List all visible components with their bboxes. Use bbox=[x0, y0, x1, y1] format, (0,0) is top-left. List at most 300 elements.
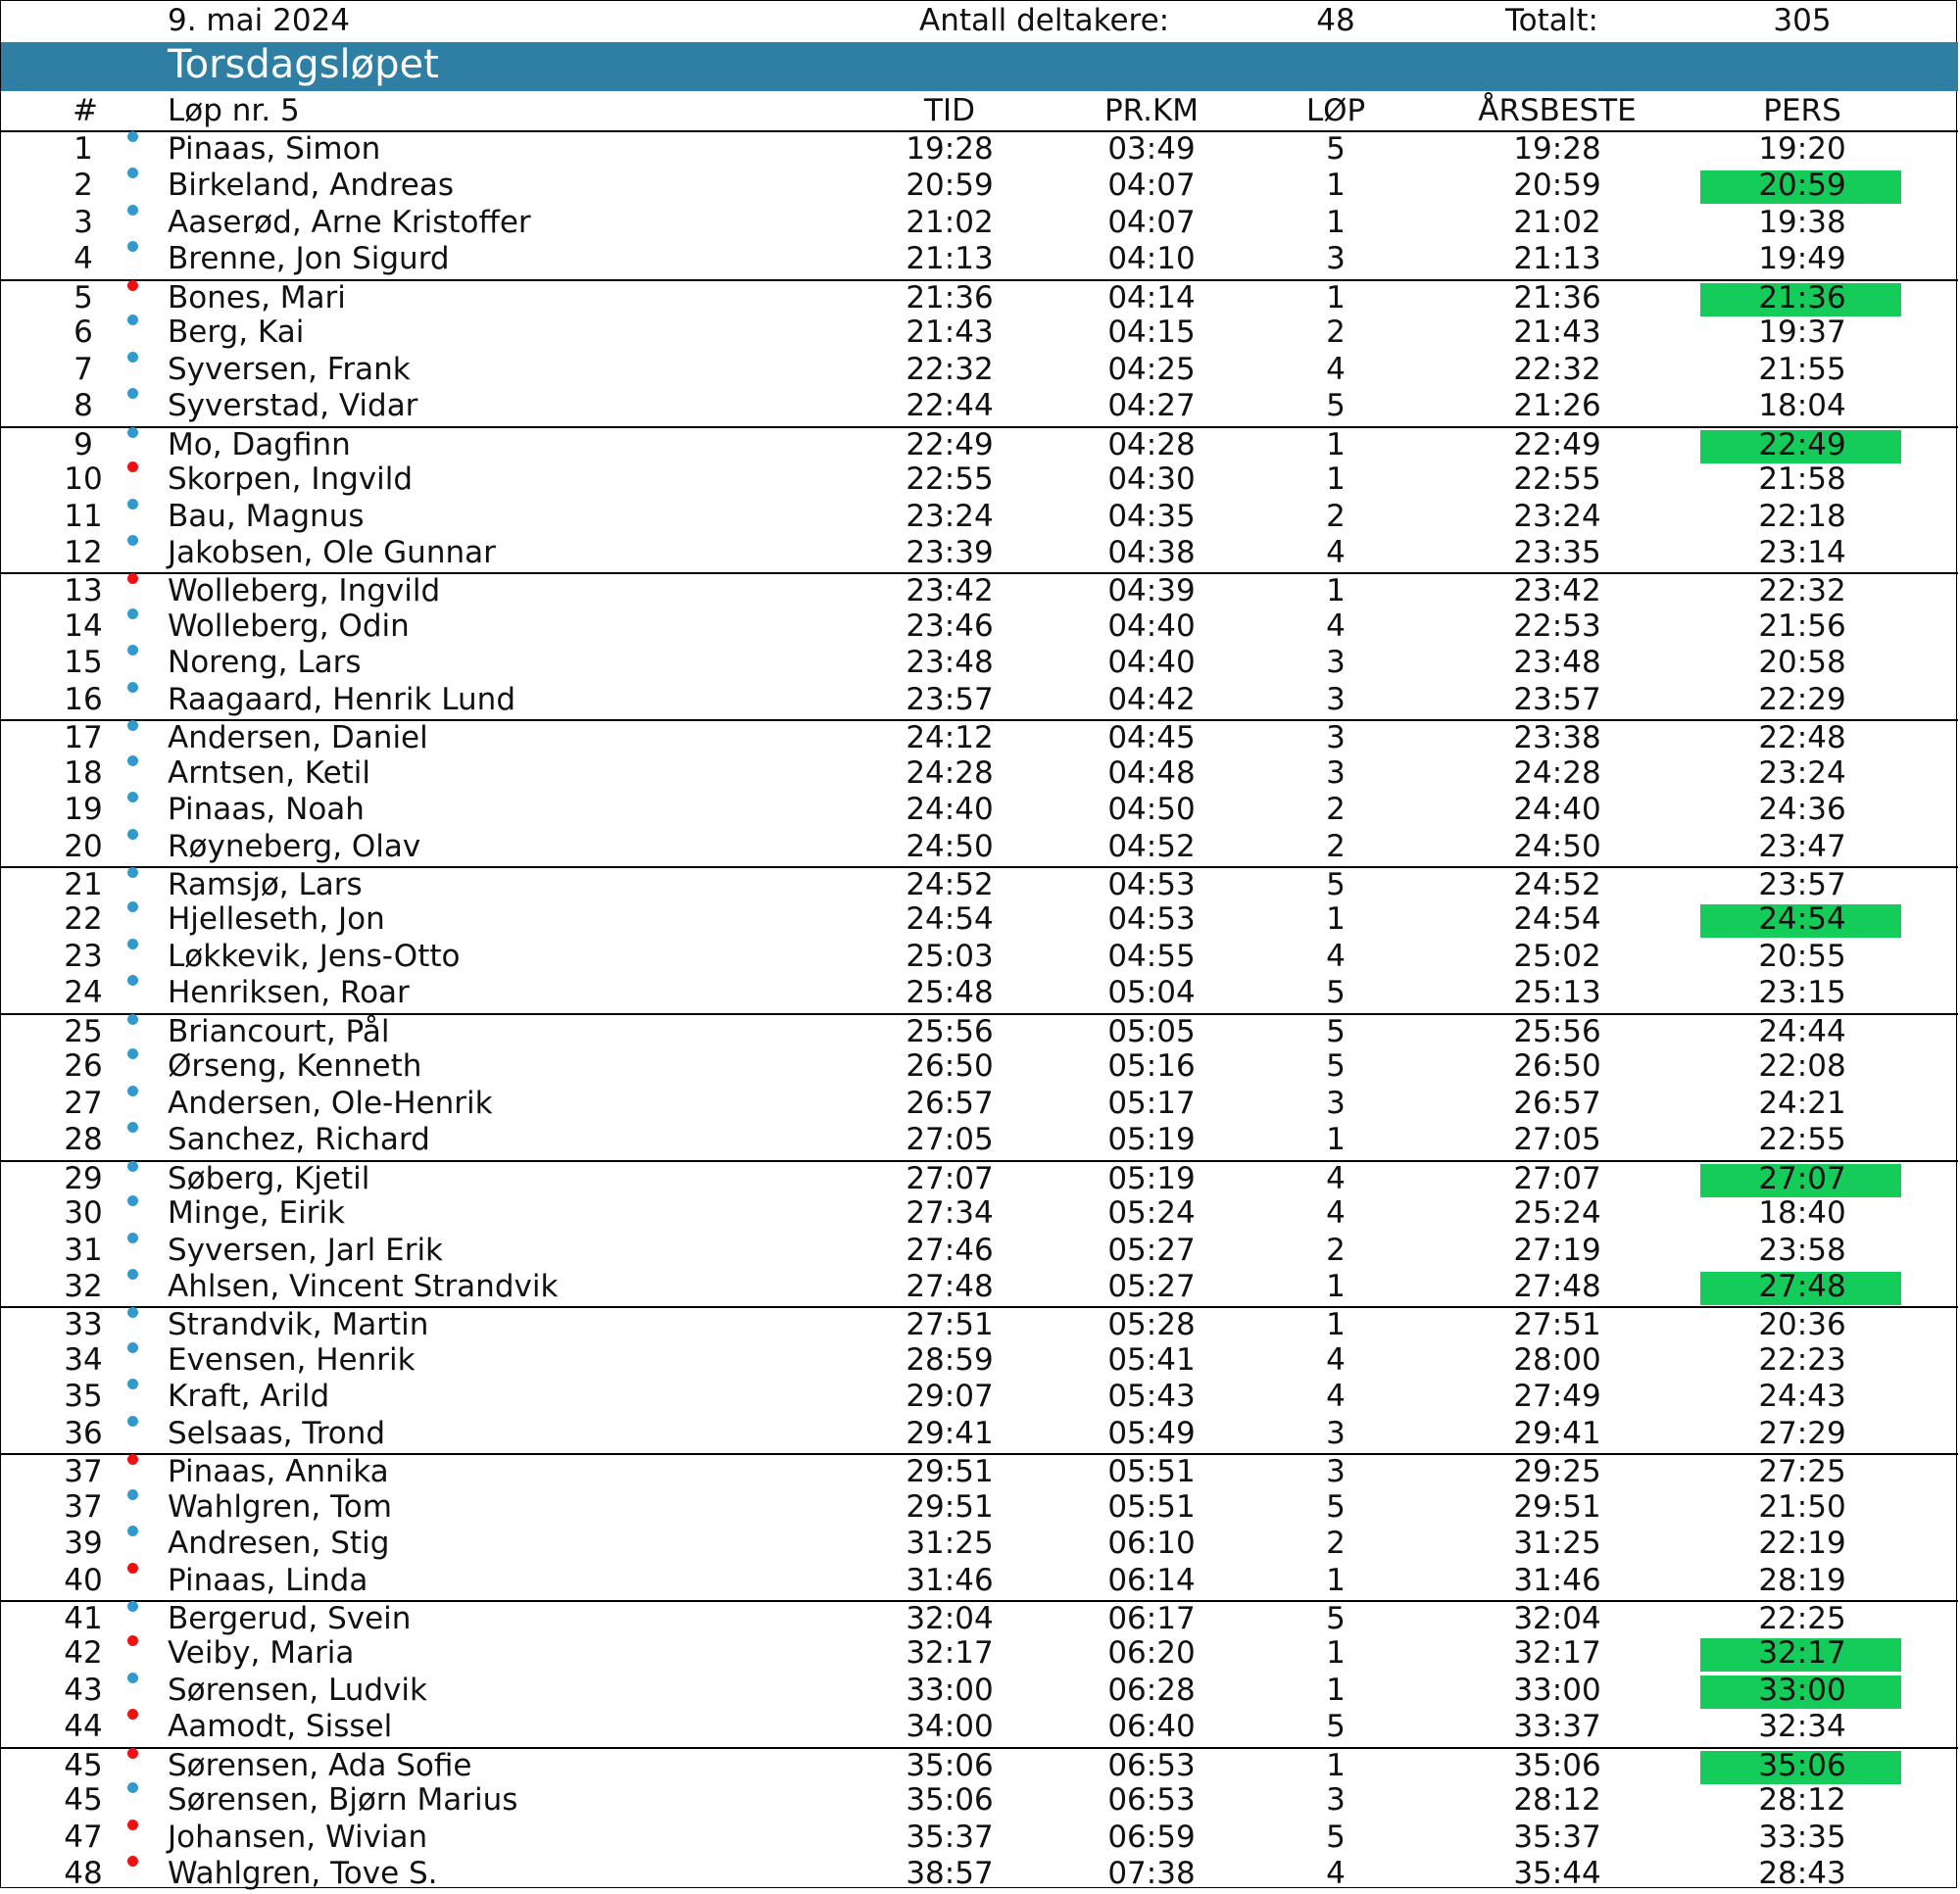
male-dot-icon bbox=[127, 205, 138, 216]
time-cell: 22:49 bbox=[906, 426, 994, 462]
total-count: 305 bbox=[1773, 3, 1832, 38]
per-km-cell: 04:38 bbox=[1107, 534, 1196, 570]
female-dot-icon bbox=[127, 1635, 138, 1646]
rank-cell: 19 bbox=[64, 792, 103, 828]
rank-cell: 42 bbox=[64, 1635, 103, 1672]
personal-best-cell: 21:55 bbox=[1758, 351, 1846, 387]
female-dot-icon bbox=[127, 1820, 138, 1830]
male-dot-icon bbox=[127, 352, 138, 363]
male-dot-icon bbox=[127, 682, 138, 693]
name-cell: Mo, Dagfinn bbox=[168, 426, 351, 462]
personal-best-cell: 22:08 bbox=[1758, 1048, 1846, 1085]
per-km-cell: 05:24 bbox=[1107, 1195, 1196, 1232]
race-date: 9. mai 2024 bbox=[168, 3, 350, 38]
season-best-cell: 21:26 bbox=[1513, 388, 1601, 424]
rank-cell: 44 bbox=[64, 1709, 103, 1745]
table-row bbox=[1, 940, 1958, 977]
name-cell: Aamodt, Sissel bbox=[168, 1709, 393, 1745]
personal-best-cell: 27:29 bbox=[1758, 1415, 1846, 1451]
personal-best-cell: 22:18 bbox=[1758, 498, 1846, 534]
male-dot-icon bbox=[127, 939, 138, 949]
female-dot-icon bbox=[127, 1454, 138, 1465]
season-best-cell: 23:42 bbox=[1513, 573, 1601, 609]
male-dot-icon bbox=[127, 1122, 138, 1133]
per-km-cell: 05:27 bbox=[1107, 1232, 1196, 1268]
time-cell: 26:57 bbox=[906, 1085, 994, 1121]
male-dot-icon bbox=[127, 241, 138, 252]
time-cell: 24:28 bbox=[906, 754, 994, 791]
per-km-cell: 04:39 bbox=[1107, 573, 1196, 609]
season-best-cell: 32:04 bbox=[1513, 1601, 1601, 1636]
personal-best-cell: 20:59 bbox=[1758, 168, 1846, 204]
personal-best-cell: 18:40 bbox=[1758, 1195, 1846, 1232]
rank-cell: 47 bbox=[64, 1819, 103, 1855]
per-km-cell: 05:19 bbox=[1107, 1122, 1196, 1158]
races-cell: 3 bbox=[1326, 1782, 1346, 1819]
races-cell: 5 bbox=[1326, 1819, 1346, 1855]
table-row bbox=[1, 1857, 1958, 1894]
table-row bbox=[1, 500, 1958, 537]
time-cell: 29:51 bbox=[906, 1454, 994, 1490]
time-cell: 21:36 bbox=[906, 279, 994, 316]
personal-best-cell: 19:37 bbox=[1758, 315, 1846, 351]
col-races: LØP bbox=[1305, 93, 1366, 128]
male-dot-icon bbox=[127, 388, 138, 399]
rank-cell: 12 bbox=[64, 534, 103, 570]
male-dot-icon bbox=[127, 901, 138, 912]
personal-best-cell: 22:55 bbox=[1758, 1122, 1846, 1158]
male-dot-icon bbox=[127, 1782, 138, 1793]
rank-cell: 27 bbox=[64, 1085, 103, 1121]
name-cell: Wolleberg, Ingvild bbox=[168, 573, 441, 609]
personal-best-cell: 27:25 bbox=[1758, 1454, 1846, 1490]
table-row bbox=[1, 1527, 1958, 1564]
season-best-cell: 24:50 bbox=[1513, 828, 1601, 864]
col-per-km: PR.KM bbox=[1103, 93, 1200, 128]
name-cell: Søberg, Kjetil bbox=[168, 1160, 370, 1196]
season-best-cell: 21:43 bbox=[1513, 315, 1601, 351]
female-dot-icon bbox=[127, 1709, 138, 1720]
time-cell: 22:55 bbox=[906, 461, 994, 498]
races-cell: 4 bbox=[1326, 607, 1346, 644]
title-banner bbox=[1, 42, 1958, 91]
name-cell: Sanchez, Richard bbox=[168, 1122, 430, 1158]
name-cell: Briancourt, Pål bbox=[168, 1013, 390, 1049]
races-cell: 4 bbox=[1326, 1160, 1346, 1196]
personal-best-cell: 19:49 bbox=[1758, 241, 1846, 277]
per-km-cell: 05:16 bbox=[1107, 1048, 1196, 1085]
rank-cell: 1 bbox=[74, 131, 93, 167]
races-cell: 3 bbox=[1326, 1415, 1346, 1451]
male-dot-icon bbox=[127, 829, 138, 840]
rank-cell: 21 bbox=[64, 867, 103, 902]
per-km-cell: 06:53 bbox=[1107, 1782, 1196, 1819]
table-row bbox=[1, 1636, 1958, 1674]
male-dot-icon bbox=[127, 1269, 138, 1280]
time-cell: 19:28 bbox=[906, 131, 994, 167]
season-best-cell: 23:24 bbox=[1513, 498, 1601, 534]
table-row bbox=[1, 1013, 1958, 1050]
male-dot-icon bbox=[127, 1014, 138, 1025]
time-cell: 32:04 bbox=[906, 1601, 994, 1636]
rank-cell: 23 bbox=[64, 938, 103, 974]
name-cell: Arntsen, Ketil bbox=[168, 754, 371, 791]
table-row bbox=[1, 1710, 1958, 1747]
races-cell: 2 bbox=[1326, 828, 1346, 864]
name-cell: Hjelleseth, Jon bbox=[168, 901, 385, 938]
per-km-cell: 06:40 bbox=[1107, 1709, 1196, 1745]
races-cell: 5 bbox=[1326, 1488, 1346, 1525]
name-cell: Løkkevik, Jens-Otto bbox=[168, 938, 461, 974]
season-best-cell: 35:37 bbox=[1513, 1819, 1601, 1855]
name-cell: Syverstad, Vidar bbox=[168, 388, 418, 424]
table-row bbox=[1, 1821, 1958, 1858]
per-km-cell: 05:19 bbox=[1107, 1160, 1196, 1196]
table-row bbox=[1, 572, 1958, 609]
races-cell: 1 bbox=[1326, 279, 1346, 316]
per-km-cell: 04:45 bbox=[1107, 720, 1196, 756]
personal-best-cell: 28:19 bbox=[1758, 1562, 1846, 1598]
personal-best-cell: 22:32 bbox=[1758, 573, 1846, 609]
col-time: TID bbox=[924, 93, 975, 128]
name-cell: Sørensen, Bjørn Marius bbox=[168, 1782, 518, 1819]
time-cell: 27:34 bbox=[906, 1195, 994, 1232]
season-best-cell: 29:51 bbox=[1513, 1488, 1601, 1525]
rank-cell: 29 bbox=[64, 1160, 103, 1196]
season-best-cell: 24:52 bbox=[1513, 867, 1601, 902]
female-dot-icon bbox=[127, 1563, 138, 1574]
per-km-cell: 07:38 bbox=[1107, 1856, 1196, 1892]
time-cell: 27:48 bbox=[906, 1268, 994, 1304]
rank-cell: 26 bbox=[64, 1048, 103, 1085]
per-km-cell: 05:43 bbox=[1107, 1379, 1196, 1415]
rank-cell: 8 bbox=[74, 388, 93, 424]
rank-cell: 17 bbox=[64, 720, 103, 756]
name-cell: Aaserød, Arne Kristoffer bbox=[168, 204, 531, 240]
season-best-cell: 23:57 bbox=[1513, 681, 1601, 717]
male-dot-icon bbox=[127, 427, 138, 438]
per-km-cell: 06:20 bbox=[1107, 1635, 1196, 1672]
races-cell: 4 bbox=[1326, 1195, 1346, 1232]
col-race-number: Løp nr. 5 bbox=[168, 93, 300, 128]
male-dot-icon bbox=[127, 535, 138, 546]
personal-best-cell: 23:15 bbox=[1758, 975, 1846, 1011]
time-cell: 28:59 bbox=[906, 1341, 994, 1378]
rank-cell: 41 bbox=[64, 1601, 103, 1636]
rank-cell: 3 bbox=[74, 204, 93, 240]
rank-cell: 7 bbox=[74, 351, 93, 387]
name-cell: Ørseng, Kenneth bbox=[168, 1048, 422, 1085]
rank-cell: 18 bbox=[64, 754, 103, 791]
season-best-cell: 21:36 bbox=[1513, 279, 1601, 316]
per-km-cell: 05:51 bbox=[1107, 1488, 1196, 1525]
male-dot-icon bbox=[127, 1673, 138, 1683]
races-cell: 5 bbox=[1326, 388, 1346, 424]
rank-cell: 25 bbox=[64, 1013, 103, 1049]
female-dot-icon bbox=[127, 1856, 138, 1867]
personal-best-cell: 22:23 bbox=[1758, 1341, 1846, 1378]
per-km-cell: 04:10 bbox=[1107, 241, 1196, 277]
male-dot-icon bbox=[127, 1307, 138, 1318]
time-cell: 32:17 bbox=[906, 1635, 994, 1672]
rank-cell: 37 bbox=[64, 1488, 103, 1525]
table-row bbox=[1, 756, 1958, 794]
time-cell: 25:56 bbox=[906, 1013, 994, 1049]
season-best-cell: 31:25 bbox=[1513, 1526, 1601, 1562]
per-km-cell: 04:30 bbox=[1107, 461, 1196, 498]
time-cell: 29:07 bbox=[906, 1379, 994, 1415]
per-km-cell: 05:27 bbox=[1107, 1268, 1196, 1304]
personal-best-cell: 24:21 bbox=[1758, 1085, 1846, 1121]
races-cell: 2 bbox=[1326, 1232, 1346, 1268]
races-cell: 1 bbox=[1326, 461, 1346, 498]
personal-best-cell: 23:57 bbox=[1758, 867, 1846, 902]
male-dot-icon bbox=[127, 1489, 138, 1500]
time-cell: 26:50 bbox=[906, 1048, 994, 1085]
personal-best-cell: 21:50 bbox=[1758, 1488, 1846, 1525]
name-cell: Sørensen, Ada Sofie bbox=[168, 1747, 472, 1783]
races-cell: 3 bbox=[1326, 241, 1346, 277]
table-row bbox=[1, 976, 1958, 1013]
time-cell: 35:06 bbox=[906, 1747, 994, 1783]
races-cell: 1 bbox=[1326, 1562, 1346, 1598]
races-cell: 5 bbox=[1326, 1048, 1346, 1085]
personal-best-cell: 21:56 bbox=[1758, 607, 1846, 644]
table-row bbox=[1, 1087, 1958, 1124]
male-dot-icon bbox=[127, 131, 138, 142]
time-cell: 24:54 bbox=[906, 901, 994, 938]
personal-best-cell: 23:24 bbox=[1758, 754, 1846, 791]
male-dot-icon bbox=[127, 1233, 138, 1243]
personal-best-cell: 24:36 bbox=[1758, 792, 1846, 828]
time-cell: 27:07 bbox=[906, 1160, 994, 1196]
female-dot-icon bbox=[127, 461, 138, 472]
male-dot-icon bbox=[127, 1161, 138, 1172]
column-header-row bbox=[1, 91, 1958, 132]
rank-cell: 45 bbox=[64, 1747, 103, 1783]
per-km-cell: 04:07 bbox=[1107, 168, 1196, 204]
races-cell: 3 bbox=[1326, 720, 1346, 756]
personal-best-cell: 28:12 bbox=[1758, 1782, 1846, 1819]
races-cell: 2 bbox=[1326, 498, 1346, 534]
season-best-cell: 25:56 bbox=[1513, 1013, 1601, 1049]
per-km-cell: 04:53 bbox=[1107, 867, 1196, 902]
personal-best-cell: 23:58 bbox=[1758, 1232, 1846, 1268]
female-dot-icon bbox=[127, 1748, 138, 1759]
per-km-cell: 04:14 bbox=[1107, 279, 1196, 316]
personal-best-cell: 21:36 bbox=[1758, 279, 1846, 316]
name-cell: Henriksen, Roar bbox=[168, 975, 410, 1011]
name-cell: Berg, Kai bbox=[168, 315, 305, 351]
name-cell: Birkeland, Andreas bbox=[168, 168, 455, 204]
name-cell: Noreng, Lars bbox=[168, 645, 362, 681]
table-row bbox=[1, 206, 1958, 243]
name-cell: Minge, Eirik bbox=[168, 1195, 345, 1232]
name-cell: Andersen, Ole-Henrik bbox=[168, 1085, 493, 1121]
time-cell: 38:57 bbox=[906, 1856, 994, 1892]
season-best-cell: 29:41 bbox=[1513, 1415, 1601, 1451]
per-km-cell: 05:05 bbox=[1107, 1013, 1196, 1049]
season-best-cell: 22:55 bbox=[1513, 461, 1601, 498]
col-season-best: ÅRSBESTE bbox=[1478, 93, 1637, 128]
rank-cell: 43 bbox=[64, 1672, 103, 1708]
name-cell: Bau, Magnus bbox=[168, 498, 365, 534]
table-row bbox=[1, 793, 1958, 830]
time-cell: 24:52 bbox=[906, 867, 994, 902]
season-best-cell: 27:49 bbox=[1513, 1379, 1601, 1415]
table-row bbox=[1, 1747, 1958, 1784]
season-best-cell: 35:44 bbox=[1513, 1856, 1601, 1892]
rank-cell: 6 bbox=[74, 315, 93, 351]
name-cell: Wolleberg, Odin bbox=[168, 607, 410, 644]
time-cell: 31:25 bbox=[906, 1526, 994, 1562]
male-dot-icon bbox=[127, 867, 138, 878]
male-dot-icon bbox=[127, 755, 138, 766]
personal-best-cell: 22:19 bbox=[1758, 1526, 1846, 1562]
rank-cell: 11 bbox=[64, 498, 103, 534]
season-best-cell: 26:57 bbox=[1513, 1085, 1601, 1121]
male-dot-icon bbox=[127, 645, 138, 656]
male-dot-icon bbox=[127, 792, 138, 802]
season-best-cell: 27:07 bbox=[1513, 1160, 1601, 1196]
rank-cell: 16 bbox=[64, 681, 103, 717]
table-row bbox=[1, 830, 1958, 867]
personal-best-cell: 20:55 bbox=[1758, 938, 1846, 974]
name-cell: Pinaas, Noah bbox=[168, 792, 365, 828]
season-best-cell: 27:19 bbox=[1513, 1232, 1601, 1268]
table-row bbox=[1, 353, 1958, 390]
time-cell: 27:05 bbox=[906, 1122, 994, 1158]
per-km-cell: 04:42 bbox=[1107, 681, 1196, 717]
races-cell: 1 bbox=[1326, 1268, 1346, 1304]
rank-cell: 45 bbox=[64, 1782, 103, 1819]
races-cell: 5 bbox=[1326, 1601, 1346, 1636]
season-best-cell: 33:37 bbox=[1513, 1709, 1601, 1745]
personal-best-cell: 24:44 bbox=[1758, 1013, 1846, 1049]
personal-best-cell: 33:35 bbox=[1758, 1819, 1846, 1855]
per-km-cell: 04:07 bbox=[1107, 204, 1196, 240]
per-km-cell: 05:49 bbox=[1107, 1415, 1196, 1451]
table-row bbox=[1, 536, 1958, 573]
table-row bbox=[1, 316, 1958, 353]
season-best-cell: 22:53 bbox=[1513, 607, 1601, 644]
season-best-cell: 22:32 bbox=[1513, 351, 1601, 387]
name-cell: Wahlgren, Tom bbox=[168, 1488, 392, 1525]
races-cell: 1 bbox=[1326, 1635, 1346, 1672]
personal-best-cell: 22:29 bbox=[1758, 681, 1846, 717]
races-cell: 1 bbox=[1326, 204, 1346, 240]
per-km-cell: 04:35 bbox=[1107, 498, 1196, 534]
male-dot-icon bbox=[127, 168, 138, 178]
rank-cell: 4 bbox=[74, 241, 93, 277]
races-cell: 1 bbox=[1326, 1672, 1346, 1708]
table-row bbox=[1, 169, 1958, 206]
per-km-cell: 06:28 bbox=[1107, 1672, 1196, 1708]
time-cell: 31:46 bbox=[906, 1562, 994, 1598]
table-row bbox=[1, 646, 1958, 683]
season-best-cell: 33:00 bbox=[1513, 1672, 1601, 1708]
races-cell: 4 bbox=[1326, 1856, 1346, 1892]
personal-best-cell: 22:49 bbox=[1758, 426, 1846, 462]
male-dot-icon bbox=[127, 1086, 138, 1096]
races-cell: 1 bbox=[1326, 168, 1346, 204]
per-km-cell: 06:14 bbox=[1107, 1562, 1196, 1598]
time-cell: 21:43 bbox=[906, 315, 994, 351]
time-cell: 20:59 bbox=[906, 168, 994, 204]
races-cell: 5 bbox=[1326, 131, 1346, 167]
participants-label: Antall deltakere: bbox=[919, 3, 1170, 38]
table-row bbox=[1, 1049, 1958, 1087]
season-best-cell: 26:50 bbox=[1513, 1048, 1601, 1085]
male-dot-icon bbox=[127, 608, 138, 619]
time-cell: 35:37 bbox=[906, 1819, 994, 1855]
page-title: Torsdagsløpet bbox=[168, 42, 439, 87]
races-cell: 3 bbox=[1326, 645, 1346, 681]
personal-best-cell: 24:43 bbox=[1758, 1379, 1846, 1415]
time-cell: 24:40 bbox=[906, 792, 994, 828]
table-row bbox=[1, 683, 1958, 720]
season-best-cell: 35:06 bbox=[1513, 1747, 1601, 1783]
info-bar bbox=[1, 1, 1960, 42]
rank-cell: 31 bbox=[64, 1232, 103, 1268]
table-row bbox=[1, 1343, 1958, 1381]
races-cell: 5 bbox=[1326, 975, 1346, 1011]
rank-cell: 40 bbox=[64, 1562, 103, 1598]
rank-cell: 28 bbox=[64, 1122, 103, 1158]
rank-cell: 2 bbox=[74, 168, 93, 204]
table-row bbox=[1, 279, 1958, 316]
male-dot-icon bbox=[127, 1526, 138, 1536]
male-dot-icon bbox=[127, 720, 138, 731]
table-row bbox=[1, 1783, 1958, 1821]
races-cell: 1 bbox=[1326, 1307, 1346, 1343]
races-cell: 4 bbox=[1326, 938, 1346, 974]
male-dot-icon bbox=[127, 975, 138, 986]
male-dot-icon bbox=[127, 1342, 138, 1353]
time-cell: 22:32 bbox=[906, 351, 994, 387]
per-km-cell: 04:50 bbox=[1107, 792, 1196, 828]
season-best-cell: 28:00 bbox=[1513, 1341, 1601, 1378]
per-km-cell: 06:17 bbox=[1107, 1601, 1196, 1636]
races-cell: 2 bbox=[1326, 315, 1346, 351]
rank-cell: 35 bbox=[64, 1379, 103, 1415]
season-best-cell: 27:05 bbox=[1513, 1122, 1601, 1158]
races-cell: 4 bbox=[1326, 1341, 1346, 1378]
races-cell: 4 bbox=[1326, 1379, 1346, 1415]
time-cell: 25:48 bbox=[906, 975, 994, 1011]
personal-best-cell: 21:58 bbox=[1758, 461, 1846, 498]
personal-best-cell: 19:38 bbox=[1758, 204, 1846, 240]
per-km-cell: 04:28 bbox=[1107, 426, 1196, 462]
per-km-cell: 05:51 bbox=[1107, 1454, 1196, 1490]
season-best-cell: 23:35 bbox=[1513, 534, 1601, 570]
name-cell: Pinaas, Simon bbox=[168, 131, 381, 167]
table-row bbox=[1, 1160, 1958, 1197]
rank-cell: 9 bbox=[74, 426, 93, 462]
table-row bbox=[1, 389, 1958, 426]
season-best-cell: 25:24 bbox=[1513, 1195, 1601, 1232]
races-cell: 4 bbox=[1326, 351, 1346, 387]
personal-best-cell: 32:17 bbox=[1758, 1635, 1846, 1672]
per-km-cell: 04:55 bbox=[1107, 938, 1196, 974]
per-km-cell: 06:53 bbox=[1107, 1747, 1196, 1783]
personal-best-cell: 27:48 bbox=[1758, 1268, 1846, 1304]
name-cell: Johansen, Wivian bbox=[168, 1819, 428, 1855]
time-cell: 21:02 bbox=[906, 204, 994, 240]
name-cell: Wahlgren, Tove S. bbox=[168, 1856, 438, 1892]
per-km-cell: 04:15 bbox=[1107, 315, 1196, 351]
male-dot-icon bbox=[127, 1195, 138, 1206]
